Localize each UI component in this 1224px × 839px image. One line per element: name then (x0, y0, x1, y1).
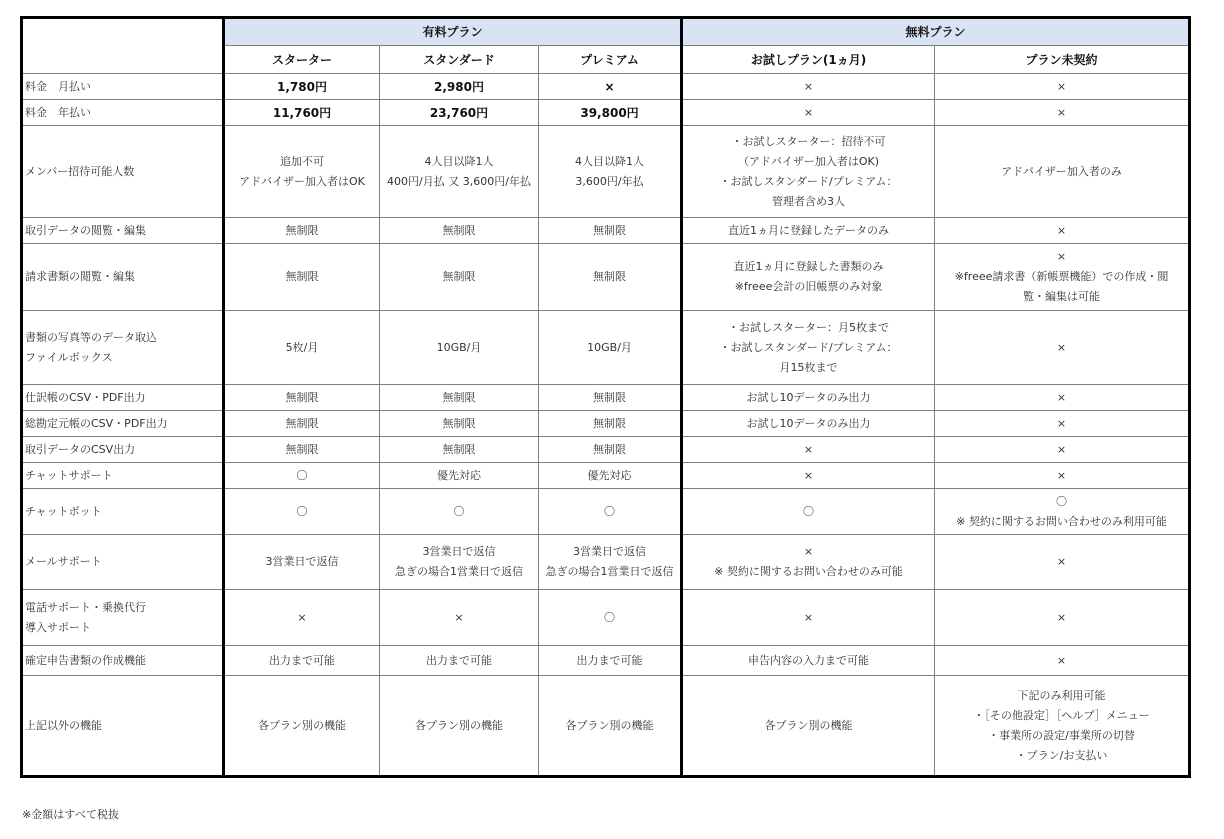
group-header-paid: 有料プラン (224, 18, 682, 46)
cell-line: × (803, 468, 814, 482)
plan-table-body (22, 74, 1190, 777)
row-label (22, 244, 224, 311)
cell-line: 無制限 (285, 223, 319, 237)
cell-line: × (803, 79, 814, 93)
cell-line: × (1056, 653, 1067, 667)
cell-line: 優先対応 (437, 468, 481, 482)
plan-header-starter: スターター (224, 46, 380, 74)
row-label (22, 590, 224, 646)
cell-premium (539, 463, 682, 489)
cell-line: 1,780円 (277, 79, 327, 94)
cell-no-contract (935, 489, 1190, 535)
cell-starter (224, 437, 380, 463)
tax-footnote: ※金額はすべて税抜 (22, 808, 119, 821)
row-label (22, 411, 224, 437)
cell-trial (682, 489, 935, 535)
cell-line: 管理者含め3人 (772, 194, 846, 208)
cell-line: × (297, 610, 307, 624)
cell-no-contract (935, 535, 1190, 590)
cell-trial (682, 676, 935, 777)
cell-line: 400円/月払 又 3,600円/年払 (387, 174, 531, 188)
cell-trial (682, 218, 935, 244)
cell-line: × (1056, 390, 1067, 404)
cell-starter (224, 311, 380, 385)
cell-line: 覧・編集は可能 (1023, 290, 1101, 303)
cell-starter (224, 126, 380, 218)
cell-line: 〇 (296, 468, 308, 482)
cell-line: × (1056, 250, 1067, 263)
cell-line: × (454, 610, 464, 624)
cell-trial (682, 463, 935, 489)
row-label-line: 取引データのCSV出力 (25, 442, 136, 456)
cell-line: ・プラン/お支払い (1015, 748, 1108, 762)
cell-no-contract (935, 126, 1190, 218)
cell-premium (539, 74, 682, 100)
row-label (22, 535, 224, 590)
row-label (22, 676, 224, 777)
table-row (22, 676, 1190, 777)
cell-line: 申告内容の入力まで可能 (748, 653, 870, 667)
cell-line: 急ぎの場合1営業日で返信 (395, 565, 523, 578)
cell-line: × (604, 79, 615, 94)
cell-line: 追加不可 (280, 154, 324, 168)
cell-premium (539, 535, 682, 590)
cell-standard (380, 100, 539, 126)
cell-line: 優先対応 (587, 468, 632, 482)
cell-line: ・お試しスターター：月5枚まで (728, 320, 890, 334)
row-label (22, 646, 224, 676)
cell-line: ・［その他設定］［ヘルプ］メニュー (973, 708, 1150, 722)
cell-line: 〇 (1056, 494, 1068, 508)
cell-standard (380, 535, 539, 590)
row-label-line: 導入サポート (25, 620, 91, 634)
cell-standard (380, 590, 539, 646)
cell-line: 無制限 (285, 270, 319, 283)
cell-line: 無制限 (593, 416, 627, 430)
table-row (22, 590, 1190, 646)
cell-line: 各プラン別の機能 (258, 718, 346, 732)
cell-trial (682, 311, 935, 385)
cell-line: 無制限 (285, 442, 319, 456)
table-row (22, 74, 1190, 100)
row-label (22, 74, 224, 100)
cell-line: 無制限 (593, 442, 627, 456)
header-corner (22, 18, 224, 74)
cell-no-contract (935, 646, 1190, 676)
cell-starter (224, 74, 380, 100)
cell-line: 23,760円 (429, 105, 489, 120)
row-label (22, 126, 224, 218)
cell-starter (224, 590, 380, 646)
cell-premium (539, 385, 682, 411)
cell-line: ・事業所の設定/事業所の切替 (988, 728, 1135, 742)
cell-line: 4人目以降1人 (424, 154, 494, 168)
cell-line: ・お試しスタンダード/プレミアム： (719, 340, 898, 354)
cell-trial (682, 437, 935, 463)
row-label (22, 489, 224, 535)
cell-line: ・お試しスタンダード/プレミアム： (719, 174, 898, 188)
cell-starter (224, 463, 380, 489)
cell-starter (224, 244, 380, 311)
cell-line: 各プラン別の機能 (565, 718, 654, 732)
cell-starter (224, 385, 380, 411)
cell-line: 無制限 (442, 270, 476, 283)
row-label (22, 100, 224, 126)
cell-starter (224, 676, 380, 777)
cell-line: アドバイザー加入者のみ (1001, 164, 1122, 178)
cell-line: 無制限 (442, 442, 476, 456)
table-row (22, 218, 1190, 244)
cell-line: 急ぎの場合1営業日で返信 (545, 565, 674, 578)
plan-comparison-table (20, 16, 1191, 778)
cell-line: 無制限 (593, 390, 627, 404)
cell-standard (380, 218, 539, 244)
cell-no-contract (935, 311, 1190, 385)
cell-no-contract (935, 100, 1190, 126)
cell-trial (682, 646, 935, 676)
cell-premium (539, 311, 682, 385)
plan-header-no-contract: プラン未契約 (935, 46, 1190, 74)
cell-trial (682, 244, 935, 311)
row-label-line: 確定申告書類の作成機能 (25, 653, 146, 667)
cell-line: 3営業日で返信 (422, 545, 496, 558)
cell-line: 〇 (296, 504, 308, 518)
cell-no-contract (935, 385, 1190, 411)
cell-line: お試し10データのみ出力 (746, 416, 871, 430)
cell-line: アドバイザー加入者はOK (239, 174, 365, 188)
cell-premium (539, 437, 682, 463)
row-label-line: 書類の写真等のデータ取込 (25, 330, 157, 344)
cell-premium (539, 126, 682, 218)
row-label (22, 463, 224, 489)
cell-line: × (1056, 555, 1067, 568)
table-row (22, 385, 1190, 411)
cell-trial (682, 74, 935, 100)
cell-standard (380, 74, 539, 100)
row-label (22, 311, 224, 385)
row-label-line: チャットサポート (25, 468, 113, 482)
cell-premium (539, 590, 682, 646)
row-label-line: 仕訳帳のCSV・PDF出力 (25, 390, 146, 404)
cell-line: 無制限 (593, 223, 627, 237)
row-label-line: 取引データの閲覧・編集 (25, 223, 146, 237)
cell-trial (682, 535, 935, 590)
cell-line: 11,760円 (272, 105, 332, 120)
table-row (22, 244, 1190, 311)
cell-line: 各プラン別の機能 (415, 718, 503, 732)
cell-premium (539, 100, 682, 126)
cell-line: ※ 契約に関するお問い合わせのみ利用可能 (956, 514, 1167, 528)
cell-line: 出力まで可能 (576, 653, 643, 667)
cell-no-contract (935, 218, 1190, 244)
row-label (22, 218, 224, 244)
cell-line: 10GB/月 (587, 340, 632, 354)
cell-standard (380, 126, 539, 218)
plan-header-standard: スタンダード (380, 46, 539, 74)
row-label-line: 上記以外の機能 (25, 718, 102, 732)
cell-line: × (1056, 105, 1067, 119)
row-label-line: 請求書類の閲覧・編集 (25, 270, 135, 283)
cell-line: 〇 (453, 504, 465, 518)
table-row (22, 100, 1190, 126)
cell-standard (380, 411, 539, 437)
cell-line: 出力まで可能 (426, 653, 492, 667)
cell-line: 無制限 (442, 416, 476, 430)
cell-no-contract (935, 411, 1190, 437)
cell-line: 無制限 (285, 390, 319, 404)
cell-starter (224, 489, 380, 535)
plan-header-premium: プレミアム (539, 46, 682, 74)
cell-no-contract (935, 74, 1190, 100)
cell-trial (682, 590, 935, 646)
row-label-line: 料金 年払い (25, 105, 91, 119)
table-row (22, 463, 1190, 489)
cell-line: × (1056, 416, 1067, 430)
table-row (22, 411, 1190, 437)
cell-premium (539, 244, 682, 311)
group-header-free: 無料プラン (682, 18, 1190, 46)
cell-line: （アドバイザー加入者はOK) (738, 154, 879, 168)
cell-starter (224, 535, 380, 590)
cell-starter (224, 411, 380, 437)
cell-line: 〇 (803, 504, 815, 518)
cell-line: お試し10データのみ出力 (746, 390, 871, 404)
cell-standard (380, 676, 539, 777)
table-row (22, 646, 1190, 676)
row-label-line: 総勘定元帳のCSV・PDF出力 (25, 416, 168, 430)
table-row (22, 311, 1190, 385)
plan-header-trial: お試しプラン(1ヵ月) (682, 46, 935, 74)
cell-line: ※ 契約に関するお問い合わせのみ可能 (714, 565, 903, 578)
cell-starter (224, 646, 380, 676)
cell-line: × (803, 442, 814, 456)
cell-line: ※freee会計の旧帳票のみ対象 (734, 280, 883, 293)
row-label-line: ファイルボックス (25, 350, 113, 364)
cell-line: 5枚/月 (285, 340, 319, 354)
cell-line: 無制限 (285, 416, 319, 430)
cell-line: 直近1ヵ月に登録した書類のみ (733, 260, 884, 273)
cell-line: × (803, 610, 814, 624)
cell-line: × (1056, 79, 1067, 93)
cell-trial (682, 411, 935, 437)
cell-line: × (1056, 223, 1067, 237)
cell-line: 直近1ヵ月に登録したデータのみ (728, 223, 890, 237)
cell-line: 39,800円 (580, 105, 639, 120)
row-label-line: 料金 月払い (25, 79, 91, 93)
table-row (22, 437, 1190, 463)
cell-line: ・お試しスターター：招待不可 (731, 134, 886, 148)
cell-line: 下記のみ利用可能 (1017, 688, 1106, 702)
cell-line: × (1056, 468, 1067, 482)
row-label (22, 385, 224, 411)
cell-line: 無制限 (442, 223, 476, 237)
table-row (22, 489, 1190, 535)
cell-line: 無制限 (593, 270, 627, 283)
cell-premium (539, 646, 682, 676)
row-label-line: メンバー招待可能人数 (25, 164, 135, 178)
cell-starter (224, 218, 380, 244)
cell-line: 月15枚まで (779, 360, 838, 374)
cell-no-contract (935, 437, 1190, 463)
cell-line: × (1056, 340, 1067, 354)
table-row (22, 535, 1190, 590)
cell-no-contract (935, 463, 1190, 489)
cell-standard (380, 385, 539, 411)
cell-standard (380, 244, 539, 311)
cell-standard (380, 311, 539, 385)
cell-line: × (803, 545, 814, 558)
cell-premium (539, 411, 682, 437)
cell-standard (380, 646, 539, 676)
cell-no-contract (935, 244, 1190, 311)
cell-line: 2,980円 (434, 79, 484, 94)
cell-no-contract (935, 676, 1190, 777)
cell-premium (539, 676, 682, 777)
cell-no-contract (935, 590, 1190, 646)
cell-line: 〇 (604, 610, 616, 624)
cell-line: 3,600円/年払 (575, 174, 644, 188)
cell-line: 10GB/月 (436, 340, 482, 354)
row-label-line: チャットボット (25, 504, 102, 518)
cell-trial (682, 100, 935, 126)
cell-line: 出力まで可能 (269, 653, 335, 667)
row-label-line: メールサポート (25, 555, 102, 568)
cell-line: 3営業日で返信 (573, 545, 647, 558)
cell-standard (380, 489, 539, 535)
cell-line: 4人目以降1人 (575, 154, 645, 168)
cell-standard (380, 463, 539, 489)
cell-line: × (1056, 610, 1067, 624)
cell-line: 各プラン別の機能 (764, 718, 853, 732)
cell-line: 3営業日で返信 (265, 555, 339, 568)
cell-line: 〇 (604, 504, 616, 518)
cell-standard (380, 437, 539, 463)
table-row (22, 126, 1190, 218)
cell-line: × (1056, 442, 1067, 456)
cell-premium (539, 489, 682, 535)
cell-starter (224, 100, 380, 126)
cell-premium (539, 218, 682, 244)
cell-line: ※freee請求書（新帳票機能）での作成・閲 (954, 270, 1169, 283)
row-label (22, 437, 224, 463)
cell-trial (682, 126, 935, 218)
cell-line: × (803, 105, 814, 119)
cell-trial (682, 385, 935, 411)
row-label-line: 電話サポート・乗換代行 (25, 600, 146, 614)
cell-line: 無制限 (442, 390, 476, 404)
